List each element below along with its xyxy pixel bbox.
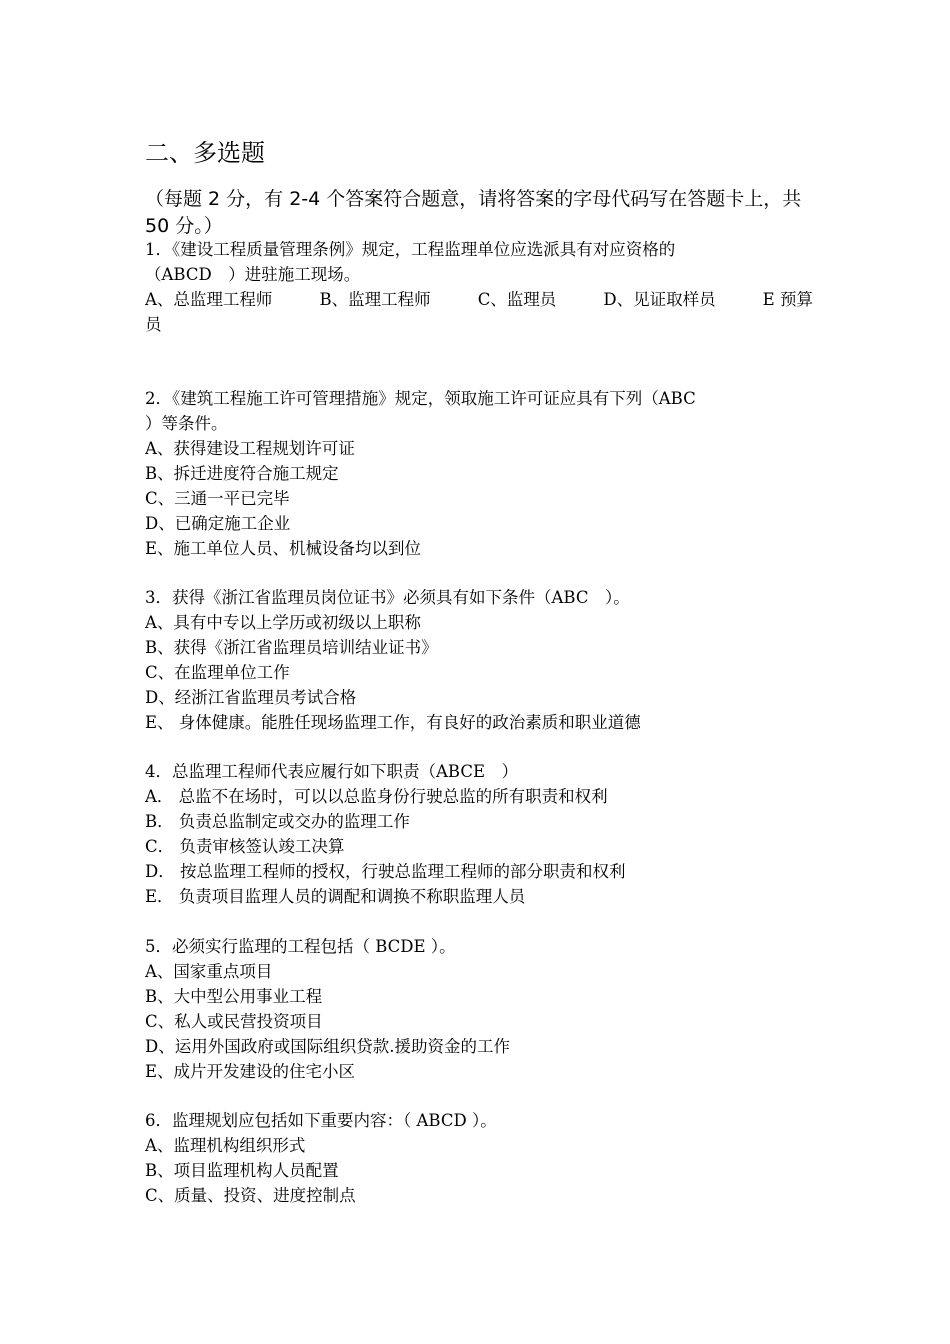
question-4-stem: 4．总监理工程师代表应履行如下职责（ABCE ） bbox=[145, 762, 519, 781]
question-2-stem-line2: ）等条件。 bbox=[145, 414, 228, 433]
question-1-option-c: C、监理员 bbox=[477, 290, 557, 309]
question-1-option-e: E 预算 bbox=[762, 290, 813, 309]
question-5-option-a: A、国家重点项目 bbox=[145, 962, 273, 981]
question-3-option-b: B、获得《浙江省监理员培训结业证书》 bbox=[145, 638, 438, 657]
question-4-option-c: C． 负责审核签认竣工决算 bbox=[145, 837, 345, 856]
question-4-option-a: A． 总监不在场时，可以以总监身份行驶总监的所有职责和权利 bbox=[145, 787, 608, 806]
question-6-option-c: C、质量、投资、进度控制点 bbox=[145, 1186, 356, 1205]
question-5-option-d: D、运用外国政府或国际组织贷款.援助资金的工作 bbox=[145, 1037, 510, 1056]
question-2 bbox=[145, 386, 813, 561]
question-1-option-b: B、监理工程师 bbox=[319, 290, 431, 309]
question-2-stem-line1: 2．《建筑工程施工许可管理措施》规定，领取施工许可证应具有下列（ABC bbox=[145, 389, 696, 408]
question-3-option-d: D、经浙江省监理员考试合格 bbox=[145, 688, 357, 707]
question-3-option-c: C、在监理单位工作 bbox=[145, 663, 290, 682]
question-4-option-e: E． 负责项目监理人员的调配和调换不称职监理人员 bbox=[145, 887, 526, 906]
question-6 bbox=[145, 1108, 813, 1208]
question-5-stem: 5．必须实行监理的工程包括（ BCDE ）。 bbox=[145, 937, 456, 956]
question-1-option-d: D、见证取样员 bbox=[603, 290, 716, 309]
question-3-option-a: A、具有中专以上学历或初级以上职称 bbox=[145, 613, 421, 632]
question-5 bbox=[145, 934, 813, 1084]
question-2-option-e: E、施工单位人员、机械设备均以到位 bbox=[145, 539, 422, 558]
question-1-stem-line2: （ABCD ）进驻施工现场。 bbox=[145, 265, 361, 284]
question-1-options bbox=[145, 287, 813, 312]
question-6-option-a: A、监理机构组织形式 bbox=[145, 1136, 306, 1155]
question-6-option-b: B、项目监理机构人员配置 bbox=[145, 1161, 339, 1180]
question-2-option-a: A、获得建设工程规划许可证 bbox=[145, 439, 355, 458]
question-3 bbox=[145, 585, 813, 735]
question-1 bbox=[145, 237, 813, 337]
question-2-option-b: B、拆迁进度符合施工规定 bbox=[145, 464, 339, 483]
question-3-option-e: E、 身体健康。能胜任现场监理工作，有良好的政治素质和职业道德 bbox=[145, 713, 641, 732]
question-1-option-a: A、总监理工程师 bbox=[145, 290, 273, 309]
question-2-option-d: D、已确定施工企业 bbox=[145, 514, 291, 533]
question-2-option-c: C、三通一平已完毕 bbox=[145, 489, 290, 508]
instructions: （每题 2 分，有 2-4 个答案符合题意，请将答案的字母代码写在答题卡上，共 50 分。） bbox=[145, 188, 802, 237]
question-4-option-b: B． 负责总监制定或交办的监理工作 bbox=[145, 812, 410, 831]
question-1-option-e-cont: 员 bbox=[145, 315, 162, 334]
question-4-option-d: D． 按总监理工程师的授权，行驶总监理工程师的部分职责和权利 bbox=[145, 862, 626, 881]
question-1-stem-line1: 1．《建设工程质量管理条例》规定，工程监理单位应选派具有对应资格的 bbox=[145, 240, 676, 259]
question-3-stem: 3．获得《浙江省监理员岗位证书》必须具有如下条件（ABC ）。 bbox=[145, 588, 630, 607]
question-5-option-e: E、成片开发建设的住宅小区 bbox=[145, 1062, 356, 1081]
section-title: 二、多选题 bbox=[145, 139, 265, 167]
question-4 bbox=[145, 759, 813, 909]
question-6-stem: 6．监理规划应包括如下重要内容：（ ABCD ）。 bbox=[145, 1111, 497, 1130]
question-5-option-c: C、私人或民营投资项目 bbox=[145, 1012, 323, 1031]
question-5-option-b: B、大中型公用事业工程 bbox=[145, 987, 323, 1006]
